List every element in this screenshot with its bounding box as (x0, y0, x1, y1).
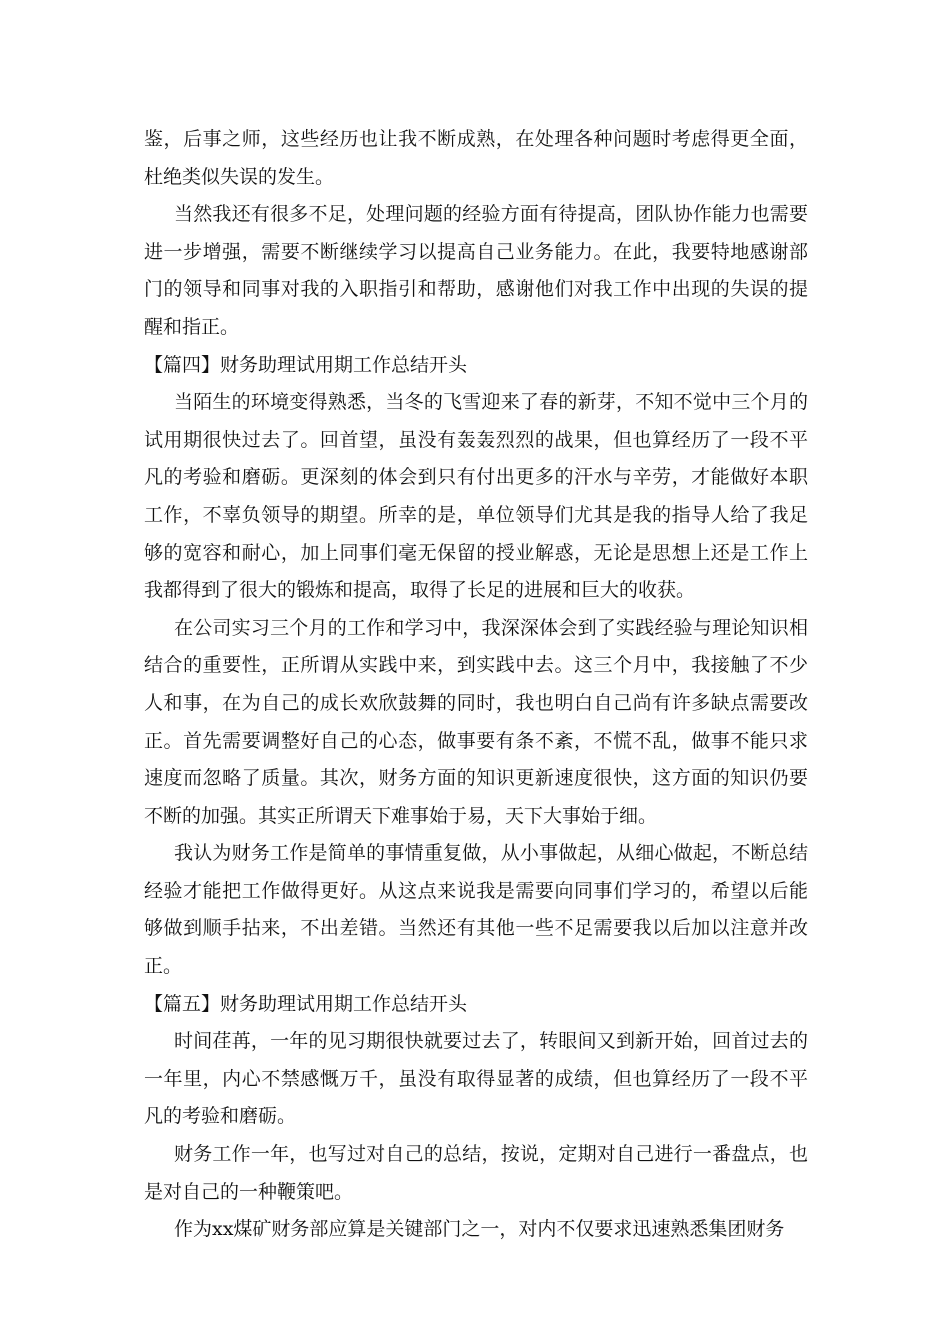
section-heading: 【篇五】财务助理试用期工作总结开头 (144, 992, 468, 1015)
paragraph: 在公司实习三个月的工作和学习中，我深深体会到了实践经验与理论知识相结合的重要性，正所谓从实践中来，到实践中去。这三个月中，我接触了不少人和事，在为自己的成长欢欣鼓舞的同时，我也明白自己尚有许多缺点需要改正。首先需要调整好自己的心态，做事要有条不紊，不慌不乱，做事不能只求速度而忽略了质量。其次，财务方面的知识更新速度很快，这方面的知识仍要不断的加强。其实正所谓天下难事始于易，天下大事始于细。 (144, 616, 808, 827)
document-body (144, 121, 808, 1249)
paragraph: 作为xx煤矿财务部应算是关键部门之一，对内不仅要求迅速熟悉集团财务 (174, 1218, 785, 1241)
paragraph-continuation: 鉴，后事之师，这些经历也让我不断成熟，在处理各种问题时考虑得更全面，杜绝类似失误的发生。 (144, 128, 808, 188)
paragraph: 当然我还有很多不足，处理问题的经验方面有待提高，团队协作能力也需要进一步增强，需要不断继续学习以提高自己业务能力。在此，我要特地感谢部门的领导和同事对我的入职指引和帮助，感谢他们对我工作中出现的失误的提醒和指正。 (144, 203, 808, 338)
paragraph: 时间荏苒，一年的见习期很快就要过去了，转眼间又到新开始，回首过去的一年里，内心不禁感慨万千，虽没有取得显著的成绩，但也算经历了一段不平凡的考验和磨砺。 (144, 1030, 808, 1128)
paragraph: 财务工作一年，也写过对自己的总结，按说，定期对自己进行一番盘点，也是对自己的一种鞭策吧。 (144, 1143, 808, 1203)
paragraph: 我认为财务工作是简单的事情重复做，从小事做起，从细心做起，不断总结经验才能把工作做得更好。从这点来说我是需要向同事们学习的，希望以后能够做到顺手拈来，不出差错。当然还有其他一些不足需要我以后加以注意并改正。 (144, 842, 808, 978)
section-heading: 【篇四】财务助理试用期工作总结开头 (144, 353, 468, 376)
paragraph: 当陌生的环境变得熟悉，当冬的飞雪迎来了春的新芽，不知不觉中三个月的试用期很快过去了。回首望，虽没有轰轰烈烈的战果，但也算经历了一段不平凡的考验和磨砺。更深刻的体会到只有付出更多的汗水与辛劳，才能做好本职工作，不辜负领导的期望。所幸的是，单位领导们尤其是我的指导人给了我足够的宽容和耐心，加上同事们毫无保留的授业解惑，无论是思想上还是工作上我都得到了很大的锻炼和提高，取得了长足的进展和巨大的收获。 (144, 391, 808, 602)
